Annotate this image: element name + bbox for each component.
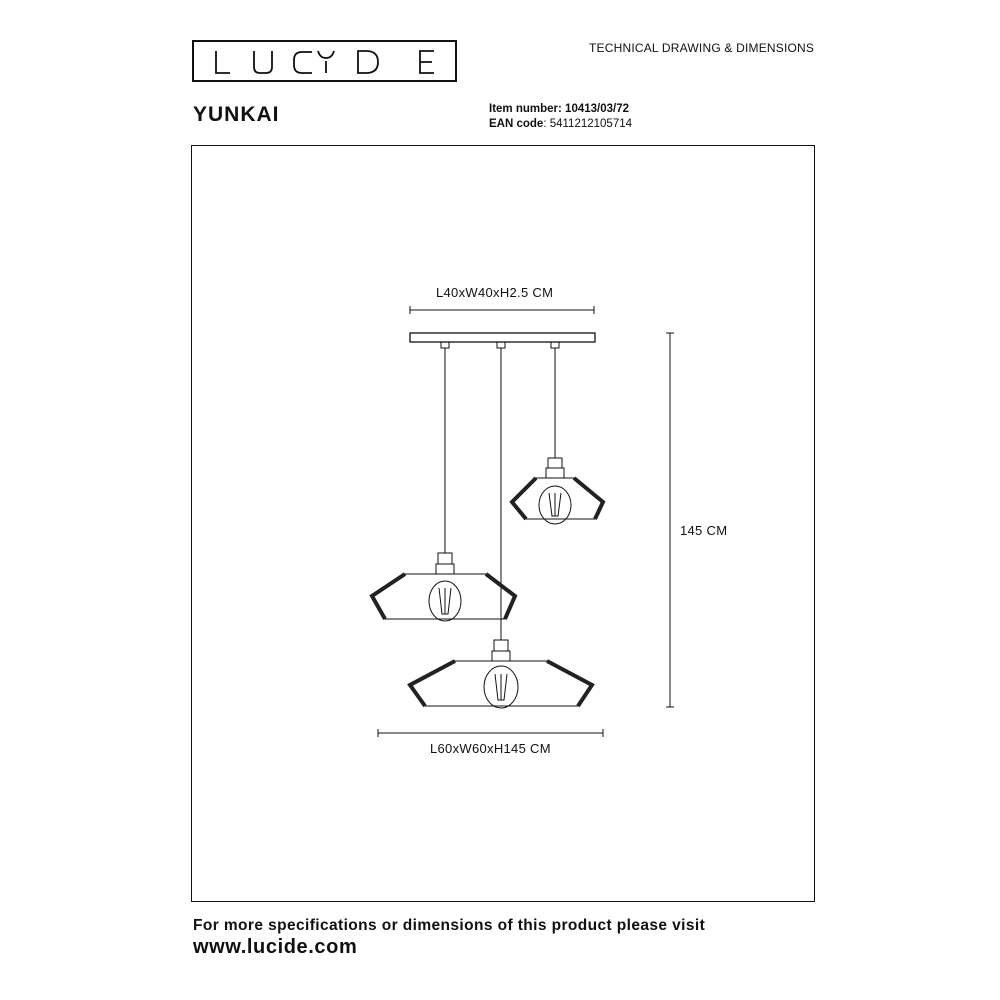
item-number-value: 10413/03/72 xyxy=(565,103,629,115)
footer-note: For more specifications or dimensions of this product please visit xyxy=(193,917,706,934)
footer-url-link[interactable]: www.lucide.com xyxy=(193,936,358,958)
document-type: TECHNICAL DRAWING & DIMENSIONS xyxy=(589,41,815,55)
canopy-dimension-line xyxy=(410,306,594,314)
item-number-label: Item number: xyxy=(489,103,562,115)
canopy-plate xyxy=(410,333,595,342)
canopy-dimension-label: L40xW40xH2.5 CM xyxy=(436,285,554,300)
overall-dimension-line xyxy=(378,729,603,737)
pendant-large xyxy=(410,640,592,708)
ean-label: EAN code xyxy=(489,118,544,130)
height-dimension-label: 145 CM xyxy=(680,523,728,538)
ean-value: 5411212105714 xyxy=(549,118,633,130)
ean-row: EAN code: 5411212105714 xyxy=(489,118,633,130)
product-name: YUNKAI xyxy=(193,103,280,126)
pendant-medium xyxy=(372,553,515,621)
overall-dimension-label: L60xW60xH145 CM xyxy=(430,741,551,756)
pendant-small xyxy=(512,458,603,524)
suspension-cords xyxy=(445,348,555,640)
height-dimension-line xyxy=(666,333,674,707)
